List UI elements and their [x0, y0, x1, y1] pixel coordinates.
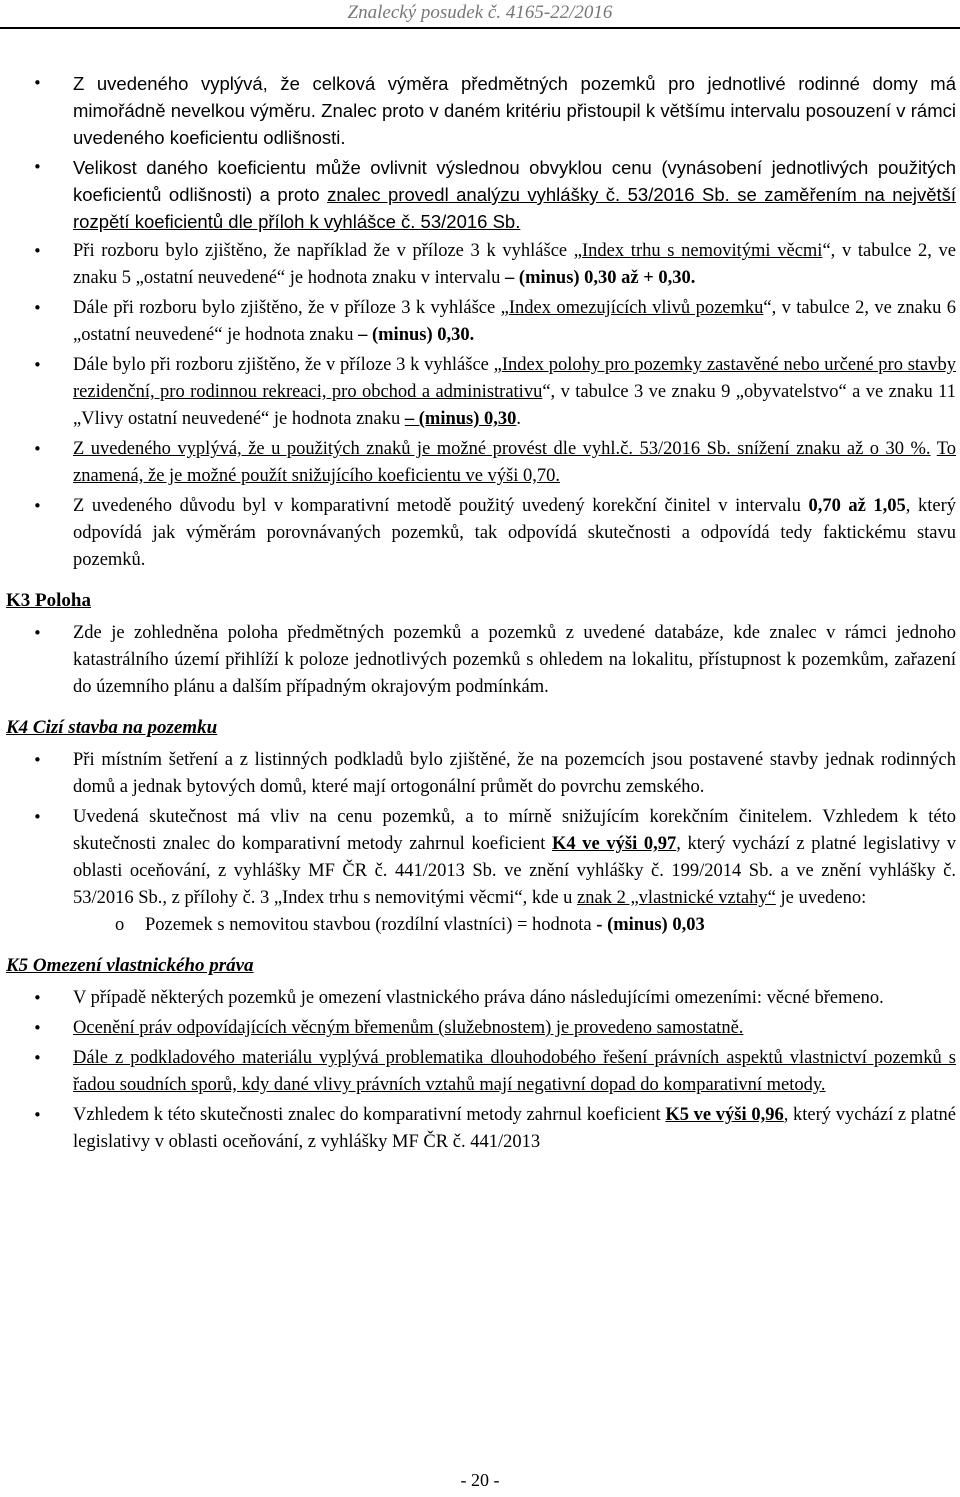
list-item: • Dále bylo při rozboru zjištěno, že v příloze 3 k vyhlášce „Index polohy pro pozemky zastavěné nebo určené pro stavby rezidenční, pro rodinnou rekreaci, pro obchod a administrativu“, v tabulce 3 ve znaku 9 „obyvatelstvo“ a ve znaku 11 „Vlivy ostatní neuvedené“ je hodnota znaku – (minus) 0,30. [73, 352, 956, 433]
list-item: • Ocenění práv odpovídajících věcným břemenům (služebnostem) je provedeno samostatně. [73, 1015, 956, 1042]
list-item: • Dále při rozboru bylo zjištěno, že v příloze 3 k vyhlášce „Index omezujících vlivů pozemku“, v tabulce 2, ve znaku 6 „ostatní neuvedené“ je hodnota znaku – (minus) 0,30. [73, 295, 956, 349]
document-body [0, 70, 960, 1159]
list-item: • Z uvedeného vyplývá, že u použitých znaků je možné provést dle vyhl.č. 53/2016 Sb. snížení znaku až o 30 %. To znamená, že je možné použít snižujícího koeficientu ve výši 0,70. [73, 436, 956, 490]
list-item: • Uvedená skutečnost má vliv na cenu pozemků, a to mírně snižujícím korekčním činitelem. Vzhledem k této skutečnosti znalec do komparativní metody zahrnul koeficient K4 ve výši 0,97, který vychází z platné legislativy v oblasti oceňování, z vyhlášky MF ČR č. 441/2013 Sb. ve znění vyhlášky č. 199/2014 Sb. a ve znění vyhlášky č. 53/2016 Sb., z přílohy č. 3 „Index trhu s nemovitými věcmi“, kde u znak 2 „vlastnické vztahy“ je uvedeno: o Pozemek s nemovitou stavbou (rozdílní vlastníci) = hodnota - (minus) 0,03 [73, 804, 956, 939]
section-heading-k4: K4 Cizí stavba na pozemku [6, 717, 218, 738]
document-header [0, 0, 960, 25]
intro-bullet-list [0, 70, 960, 574]
list-item: • Velikost daného koeficientu může ovlivnit výslednou obvyklou cenu (vynásobení jednotlivých použitých koeficientů odlišnosti) a proto znalec provedl analýzu vyhlášky č. 53/2016 Sb. se zaměřením na největší rozpětí koeficientů dle příloh k vyhlášce č. 53/2016 Sb. [73, 154, 956, 235]
header-divider [0, 27, 960, 29]
k4-sub-list [73, 912, 956, 939]
list-item: • Při rozboru bylo zjištěno, že například že v příloze 3 k vyhlášce „Index trhu s nemovitými věcmi“, v tabulce 2, ve znaku 5 „ostatní neuvedené“ je hodnota znaku v intervalu – (minus) 0,30 až + 0,30. [73, 238, 956, 292]
list-item: • Vzhledem k této skutečnosti znalec do komparativní metody zahrnul koeficient K5 ve výši 0,96, který vychází z platné legislativy v oblasti oceňování, z vyhlášky MF ČR č. 441/2013 [73, 1102, 956, 1156]
list-item: • Zde je zohledněna poloha předmětných pozemků a pozemků z uvedené databáze, kde znalec v rámci jednoho katastrálního území přihlíží k poloze jednotlivých pozemků s ohledem na lokalitu, přístupnost k pozemkům, zařazení do územního plánu a dalším případným okrajovým podmínkám. [73, 620, 956, 701]
list-item: • Z uvedeného důvodu byl v komparativní metodě použitý uvedený korekční činitel v intervalu 0,70 až 1,05, který odpovídá jak výměrám porovnávaných pozemků, tak odpovídá skutečnosti a odpovídá tedy faktickému stavu pozemků. [73, 493, 956, 574]
section-heading-k5: K5 Omezení vlastnického práva [6, 955, 254, 976]
sub-list-item: o Pozemek s nemovitou stavbou (rozdílní vlastníci) = hodnota - (minus) 0,03 [145, 912, 956, 939]
k3-bullet-list [0, 620, 960, 701]
document-title: Znalecký posudek č. 4165-22/2016 [347, 2, 613, 23]
list-item: • Z uvedeného vyplývá, že celková výměra předmětných pozemků pro jednotlivé rodinné domy má mimořádně nevelkou výměru. Znalec proto v daném kritériu přistoupil k většímu intervalu posouzení v rámci uvedeného koeficientu odlišnosti. [73, 70, 956, 151]
list-item: • Při místním šetření a z listinných podkladů bylo zjištěné, že na pozemcích jsou postavené stavby jednak rodinných domů a jednak bytových domů, které mají ortogonální průmět do povrchu zemského. [73, 747, 956, 801]
k4-bullet-list [0, 747, 960, 939]
list-item: • Dále z podkladového materiálu vyplývá problematika dlouhodobého řešení právních aspektů vlastnictví pozemků s řadou soudních sporů, kdy dané vlivy právních vztahů mají negativní dopad do komparativní metody. [73, 1045, 956, 1099]
k5-bullet-list [0, 985, 960, 1156]
section-heading-k3: K3 Poloha [6, 590, 91, 611]
list-item: • V případě některých pozemků je omezení vlastnického práva dáno následujícími omezeními: věcné břemeno. [73, 985, 956, 1012]
page-number: - 20 - [460, 1470, 500, 1490]
